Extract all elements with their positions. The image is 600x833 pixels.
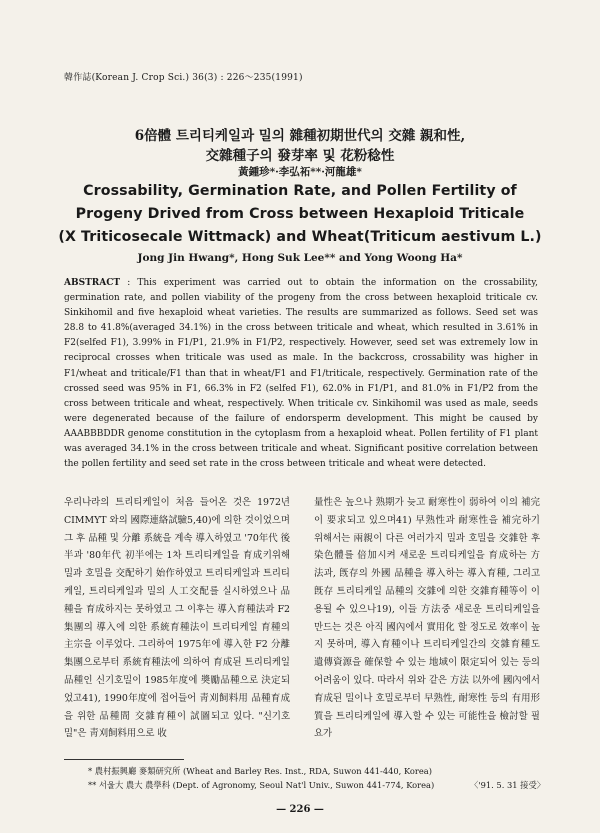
korean-title-line1: 6倍體 트리티케일과 밀의 雜種初期世代의 交雜 親和性, (134, 128, 466, 144)
body-column-right: 量性은 높으나 熟期가 늦고 耐寒性이 弱하여 이의 補完이 要求되고 있으며41) 早熟性과 耐寒性을 補完하기 위해서는 兩親이 다른 여러가지 밀과 호밀을 交雜한 후 染色體를 倍加시켜 새로운 트리티케일을 育成하는 方法과, 旣存의 外國 品種을 導入하는 導入育種, 그리고 旣存 트리티케일 品種의 交雜에 의한 交雜育種等이 이용될 수 있으나19), 이들 方法중 새로운 트리티케일을 만드는 것은 아직 國內에서 實用化 할 정도로 效率이 높지 못하며, 導入育種이나 트리티케일간의 交雜育種도 遺傳資源을 確保할 수 있는 地域이 限定되어 있는 등의 어려움이 있다. 따라서 위와 같은 方法 以外에 國內에서 育成된 밀이나 호밀로부터 早熟性, 耐寒性 등의 有用形質을 트리티케일에 導入할 수 있는 可能性을 檢討할 필요가 (314, 497, 540, 740)
english-authors: Jong Jin Hwang*, Hong Suk Lee** and Yong Woong Ha* (137, 252, 463, 264)
english-title-line2: Progeny Drived from Cross between Hexaploid Triticale (75, 206, 525, 222)
received-date: 〈'91. 5. 31 接受〉 (470, 780, 546, 790)
footnote-affiliation-2: ** 서울大 農大 農學科 (Dept. of Agronomy, Seoul Nat'l Univ., Suwon 441-774, Korea) (88, 780, 435, 790)
abstract-text: : This experiment was carried out to obtain the information on the crossability, germination rate, and pollen viability of the progeny from the cross between hexaploid triticale cv. Sinkihomil and five hexaploid wheat varieties. The results are summarized as follows. Seed set was 28.8 to 41.8%(averaged 34.1%) in the cross between triticale and wheat, which resulted in 3.61% in F2(selfed F1), 3.99% in F1/P1, 21.9% in F1/P2, respectively. However, seed set was extremely low in reciprocal crosses when triticale was used as male. In the backcross, crossability was higher in F1/wheat and triticale/F1 than that in wheat/F1 and F1/triticale, respectively. Germination rate of the crossed seed was 95% in F1, 66.3% in F2 (selfed F1), 62.0% in F1/P1, and 81.0% in F1/P2 from the cross between triticale and wheat, respectively. When triticale cv. Sinkihomil was used as male, seeds were degenerated because of the failure of endorsperm development. This might be caused by AAABBBDDR genome constitution in the cytoplasm from a hexaploid wheat. Pollen fertility of F1 plant was averaged 34.1% in the cross between triticale and wheat. Significant positive correlation between the pollen fertility and seed set rate in the cross between triticale and wheat were detected. (64, 278, 538, 470)
footnote-affiliation-1: * 農村振興廳 麥類研究所 (Wheat and Barley Res. Inst., RDA, Suwon 441-440, Korea) (88, 766, 432, 776)
korean-authors: 黃鍾珍*·李弘祏**·河龍雄* (238, 166, 362, 178)
english-title-line3: (X Triticosecale Wittmack) and Wheat(Triticum aestivum L.) (58, 229, 542, 245)
abstract (64, 276, 538, 472)
footnote-divider (64, 759, 184, 760)
body-column-left: 우리나라의 트리티케일이 처음 들어온 것은 1972년 CIMMYT 와의 國際連絡試驗5,40)에 의한 것이었으며 그 후 品種 및 分離 系統을 계속 導入하였고 '70年代 後半과 '80年代 初半에는 1차 트리티케일을 育成키위해 밀과 호밀을 交配하기 始作하였고 트리티케일과 트리티케일, 트리티케일과 밀의 人工交配를 실시하였으나 品種을 育成하지는 못하였고 그 이후는 導入育種法과 F2 集團의 導入에 의한 系統育種法이 트리티케일 育種의 主宗을 이루었다. 그리하여 1975年에 導入한 F2 分離集團으로부터 系統育種法에 의하여 育成된 트리티케일 品種인 신기호밀이 1985年度에 奬勵品種으로 決定되었고41), 1990年度에 접어들어 靑刈飼料用 品種育成을 위한 品種間 交雜育種이 試圖되고 있다. "신기호밀"은 靑刈飼料用으로 收 (64, 497, 290, 740)
english-title-line1: Crossability, Germination Rate, and Pollen Fertility of (83, 183, 517, 199)
korean-title-line2: 交雜種子의 發芽率 및 花粉稔性 (205, 148, 395, 164)
abstract-label: ABSTRACT (64, 278, 121, 288)
page-number: — 226 — (276, 804, 324, 815)
journal-citation: 韓作誌(Korean J. Crop Sci.) 36(3) : 226～235(1991) (64, 73, 303, 83)
